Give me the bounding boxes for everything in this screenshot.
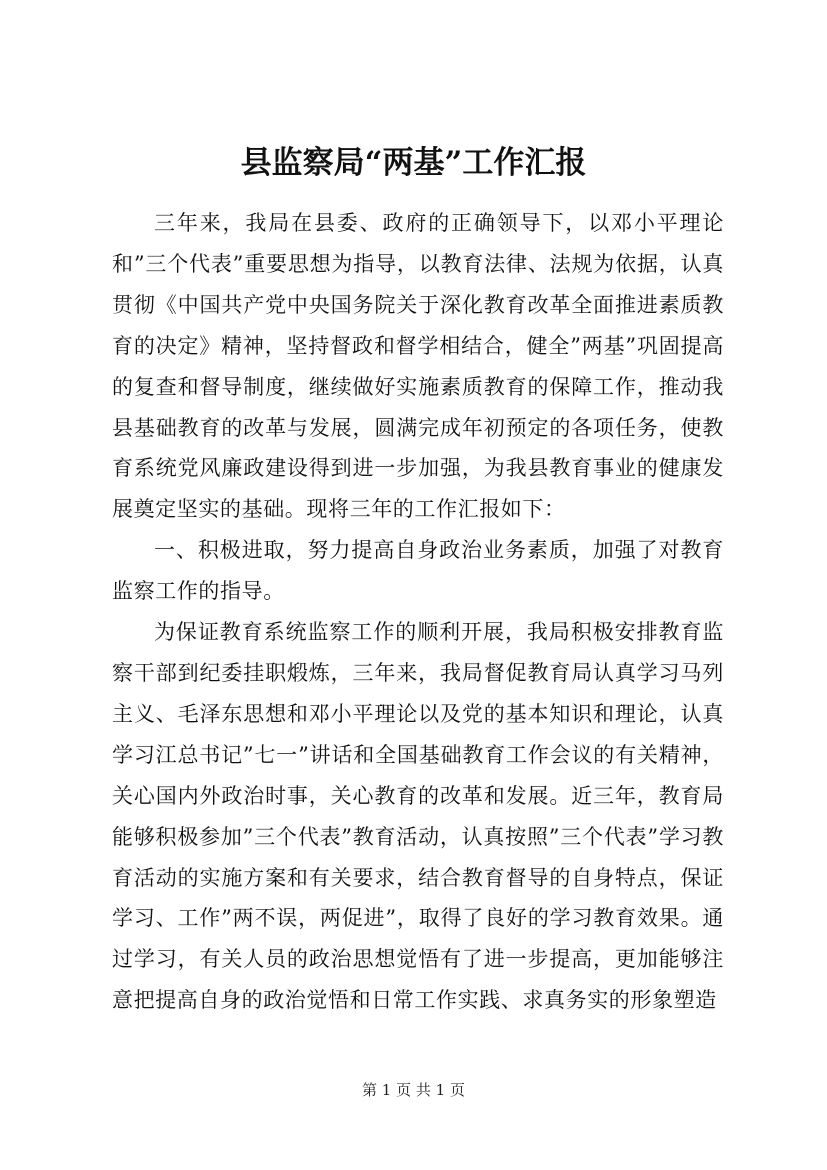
- document-body: [112, 203, 724, 1021]
- paragraph-study-work: 为保证教育系统监察工作的顺利开展，我局积极安排教育监察干部到纪委挂职煅炼，三年来，我局督促教育局认真学习马列主义、毛泽东思想和邓小平理论以及党的基本知识和理论，认真学习江总书记”七一”讲话和全国基础教育工作会议的有关精神，关心国内外政治时事，关心教育的改革和发展。近三年，教育局能够积极参加”三个代表”教育活动，认真按照”三个代表”学习教育活动的实施方案和有关要求，结合教育督导的自身特点，保证学习、工作”两不误，两促进”，取得了良好的学习教育效果。通过学习，有关人员的政治思想觉悟有了进一步提高，更加能够注意把提高自身的政治觉悟和日常工作实践、求真务实的形象塑造: [112, 620, 724, 1013]
- document-title: 县监察局“两基”工作汇报: [240, 145, 587, 181]
- paragraph-section-heading: 一、积极进取，努力提高自身政治业务素质，加强了对教育监察工作的指导。: [112, 538, 724, 604]
- paragraph-intro: 三年来，我局在县委、政府的正确领导下，以邓小平理论和”三个代表”重要思想为指导，以教育法律、法规为依据，认真贯彻《中国共产党中央国务院关于深化教育改革全面推进素质教育的决定》精神，坚持督政和督学相结合，健全”两基”巩固提高的复查和督导制度，继续做好实施素质教育的保障工作，推动我县基础教育的改革与发展，圆满完成年初预定的各项任务，使教育系统党风廉政建设得到进一步加强，为我县教育事业的健康发展奠定坚实的基础。现将三年的工作汇报如下：: [112, 211, 724, 522]
- page-number-footer: 第 1 页 共 1 页: [362, 1081, 465, 1099]
